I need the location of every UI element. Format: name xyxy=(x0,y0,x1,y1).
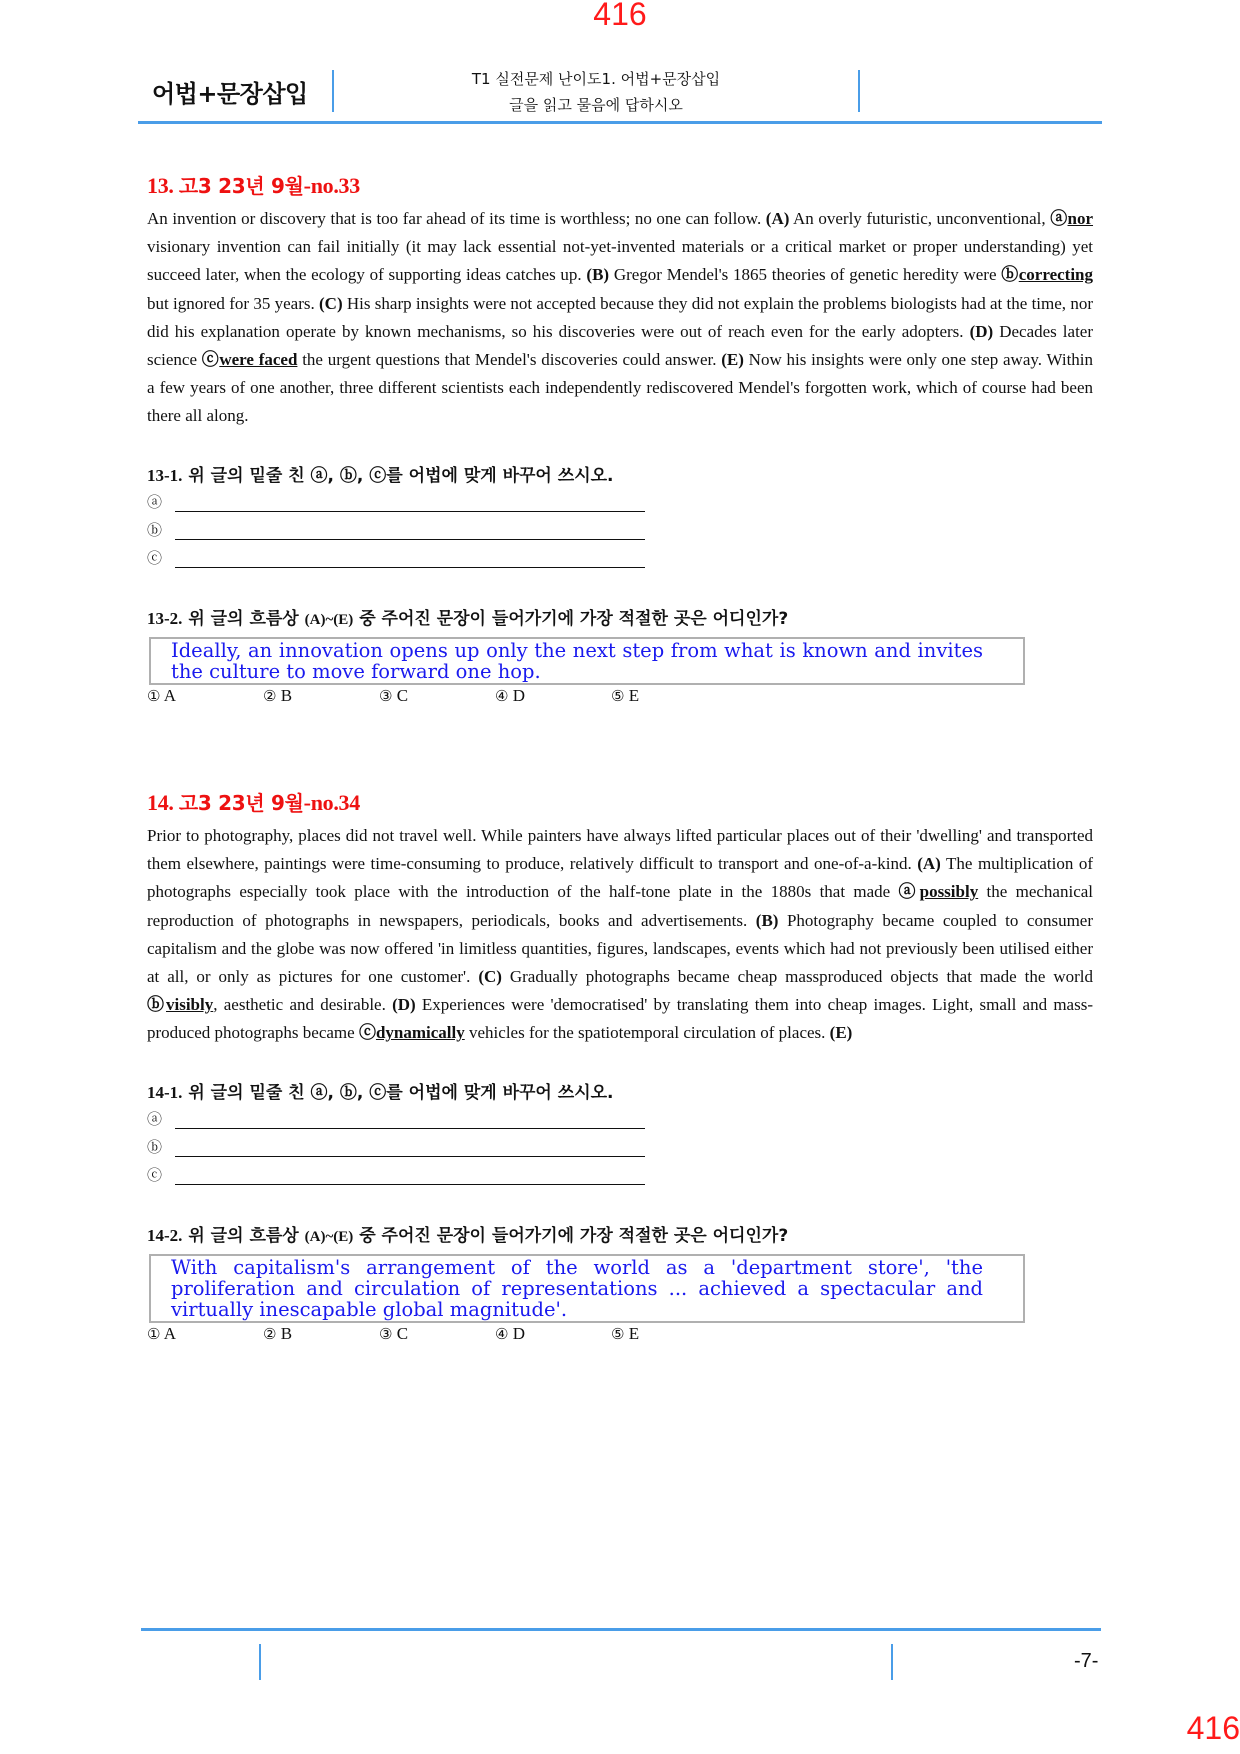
passage-text: vehicles for the spatiotemporal circulation of places. xyxy=(464,1023,830,1043)
header-subtitle-line1: T1 실전문제 난이도1. 어법+문장삽입 xyxy=(471,70,721,88)
underlined-target: were faced xyxy=(219,350,298,370)
choice-3[interactable]: ③ C xyxy=(379,685,409,705)
underlined-target: visibly xyxy=(166,995,214,1015)
choice-1[interactable]: ① A xyxy=(147,1323,177,1343)
passage-marker: (D) xyxy=(969,321,994,341)
choice-3[interactable]: ③ C xyxy=(379,1323,409,1343)
passage-text: but ignored for 35 years. xyxy=(147,293,320,313)
answer-row-c[interactable]: ⓒ xyxy=(147,540,1093,568)
passage-marker: (C) xyxy=(478,967,502,987)
question-14-1: 14-1. 위 글의 밑줄 친 ⓐ, ⓑ, ⓒ를 어법에 맞게 바꾸어 쓰시오. xyxy=(147,1082,614,1103)
passage xyxy=(147,205,1093,431)
passage-text: Gregor Mendel's 1865 theories of genetic heredity were xyxy=(609,265,1002,285)
choice-5[interactable]: ⑤ E xyxy=(611,1323,640,1343)
passage xyxy=(147,822,1093,1048)
passage-text: visionary invention can fail initially (it may lack essential not-yet-invented materials or a critical market or proper understanding) yet succeed later, when the ecology of supporting ideas catches up. xyxy=(147,237,1093,285)
answer-row-c[interactable]: ⓒ xyxy=(147,1157,1093,1185)
passage-text: Decades later science xyxy=(147,321,1093,370)
passage-text: Now his insights were only one step away. Within a few years of one another, three different scientists each independently rediscovered Mendel's forgotten work, which of course had been there all along. xyxy=(147,350,1094,426)
passage-text: An invention or discovery that is too far ahead of its time is worthless; no one can follow. xyxy=(147,209,766,228)
question-13-1: 13-1. 위 글의 밑줄 친 ⓐ, ⓑ, ⓒ를 어법에 맞게 바꾸어 쓰시오. xyxy=(147,465,614,486)
passage-text: An overly futuristic, unconventional, xyxy=(789,209,1051,228)
underlined-target: nor xyxy=(1067,209,1094,228)
answer-row-b[interactable]: ⓑ xyxy=(147,1129,1093,1157)
passage-marker: (C) xyxy=(319,293,343,313)
header-divider xyxy=(858,70,860,112)
answer-row-a[interactable]: ⓐ xyxy=(147,486,1093,512)
header-title: 어법+문장삽입 xyxy=(152,80,308,108)
passage-text: Photography became coupled to consumer capitalism and the globe was now offered 'in limitless quantities, figures, landscapes, events which had not previously been utilised either at all, or only as pictures for one customer'. xyxy=(147,910,1093,987)
passage-marker: (E) xyxy=(829,1023,853,1043)
passage-marker: ⓐ xyxy=(898,882,920,902)
choice-1[interactable]: ① A xyxy=(147,685,177,705)
header-rule xyxy=(138,121,1102,124)
passage-text: the mechanical reproduction of photographs in newspapers, periodicals, books and advertisements. xyxy=(147,882,1094,930)
answer-line[interactable] xyxy=(175,551,645,568)
answer-choices xyxy=(147,685,1093,707)
passage-text: Prior to photography, places did not travel well. While painters have always lifted particular places out of their 'dwelling' and transported them elsewhere, paintings were time-consuming to produce, relatively difficult to transport and one-of-a-kind. xyxy=(147,826,1093,874)
answer-line[interactable] xyxy=(175,1112,645,1129)
passage-marker: ⓒ xyxy=(358,1023,376,1043)
passage-marker: ⓑ xyxy=(1001,265,1019,285)
footer-rule xyxy=(141,1628,1101,1631)
choice-5[interactable]: ⑤ E xyxy=(611,685,640,705)
answer-line[interactable] xyxy=(175,1140,645,1157)
answer-line[interactable] xyxy=(175,1168,645,1185)
header-subtitle-line2: 글을 읽고 물음에 답하시오 xyxy=(509,96,683,114)
passage-text: His sharp insights were not accepted because they did not explain the problems biologists had at the time, nor did his explanation operate by known mechanisms, so his discoveries were out of reach even for the early adopters. xyxy=(147,293,1093,341)
insert-sentence-box: Ideally, an innovation opens up only the next step from what is known and invites the culture to move forward one hop. xyxy=(149,637,1025,685)
header-subtitle xyxy=(334,66,858,118)
page-number: -7- xyxy=(1074,1650,1099,1672)
footer-divider xyxy=(259,1644,261,1680)
underlined-target: dynamically xyxy=(375,1023,465,1043)
answer-row-b[interactable]: ⓑ xyxy=(147,512,1093,540)
passage-text: Experiences were 'democratised' by translating them into cheap images. Light, small and mass-produced photographs became xyxy=(147,995,1093,1043)
answer-row-a[interactable]: ⓐ xyxy=(147,1103,1093,1129)
question-section-14 xyxy=(147,787,1093,1345)
passage-text: Gradually photographs became cheap massproduced objects that made the world xyxy=(501,967,1093,987)
choice-4[interactable]: ④ D xyxy=(495,1323,525,1343)
insert-sentence-box: With capitalism's arrangement of the world as a 'department store', 'the proliferation and circulation of representations ... achieved a spectacular and virtually inescapable global magnitude'. xyxy=(149,1254,1025,1323)
passage-marker: ⓒ xyxy=(201,350,220,370)
passage-marker: ⓐ xyxy=(1050,209,1068,228)
choice-2[interactable]: ② B xyxy=(263,685,293,705)
passage-marker: (B) xyxy=(755,910,779,930)
section-title: 14. 고3 23년 9월-no.34 xyxy=(147,790,360,815)
choice-2[interactable]: ② B xyxy=(263,1323,293,1343)
passage-marker: (D) xyxy=(392,995,416,1015)
page-header xyxy=(138,64,1102,124)
passage-text: , aesthetic and desirable. xyxy=(213,995,393,1015)
passage-text: the urgent questions that Mendel's discoveries could answer. xyxy=(297,350,722,370)
passage-marker: (A) xyxy=(765,209,790,228)
passage-marker: (B) xyxy=(586,265,610,285)
answer-line[interactable] xyxy=(175,495,645,512)
question-14-2: 14-2. 위 글의 흐름상 (A)~(E) 중 주어진 문장이 들어가기에 가장 적절한 곳은 어디인가? xyxy=(147,1225,789,1246)
passage-marker: (A) xyxy=(917,854,941,874)
passage-marker: ⓑ xyxy=(147,995,166,1015)
page-stamp-bottom: 416 xyxy=(1186,1710,1240,1746)
answer-choices xyxy=(147,1323,1093,1345)
answer-line[interactable] xyxy=(175,523,645,540)
question-13-2: 13-2. 위 글의 흐름상 (A)~(E) 중 주어진 문장이 들어가기에 가장 적절한 곳은 어디인가? xyxy=(147,608,789,629)
section-title: 13. 고3 23년 9월-no.33 xyxy=(147,173,360,198)
passage-text: The multiplication of photographs especially took place with the introduction of the half-tone plate in the 1880s that made xyxy=(147,854,1093,902)
page-stamp-top: 416 xyxy=(593,0,647,32)
question-section-13 xyxy=(147,170,1093,707)
underlined-target: possibly xyxy=(919,882,979,902)
passage-marker: (E) xyxy=(721,350,744,370)
underlined-target: correcting xyxy=(1018,265,1093,285)
choice-4[interactable]: ④ D xyxy=(495,685,525,705)
footer-divider xyxy=(891,1644,893,1680)
